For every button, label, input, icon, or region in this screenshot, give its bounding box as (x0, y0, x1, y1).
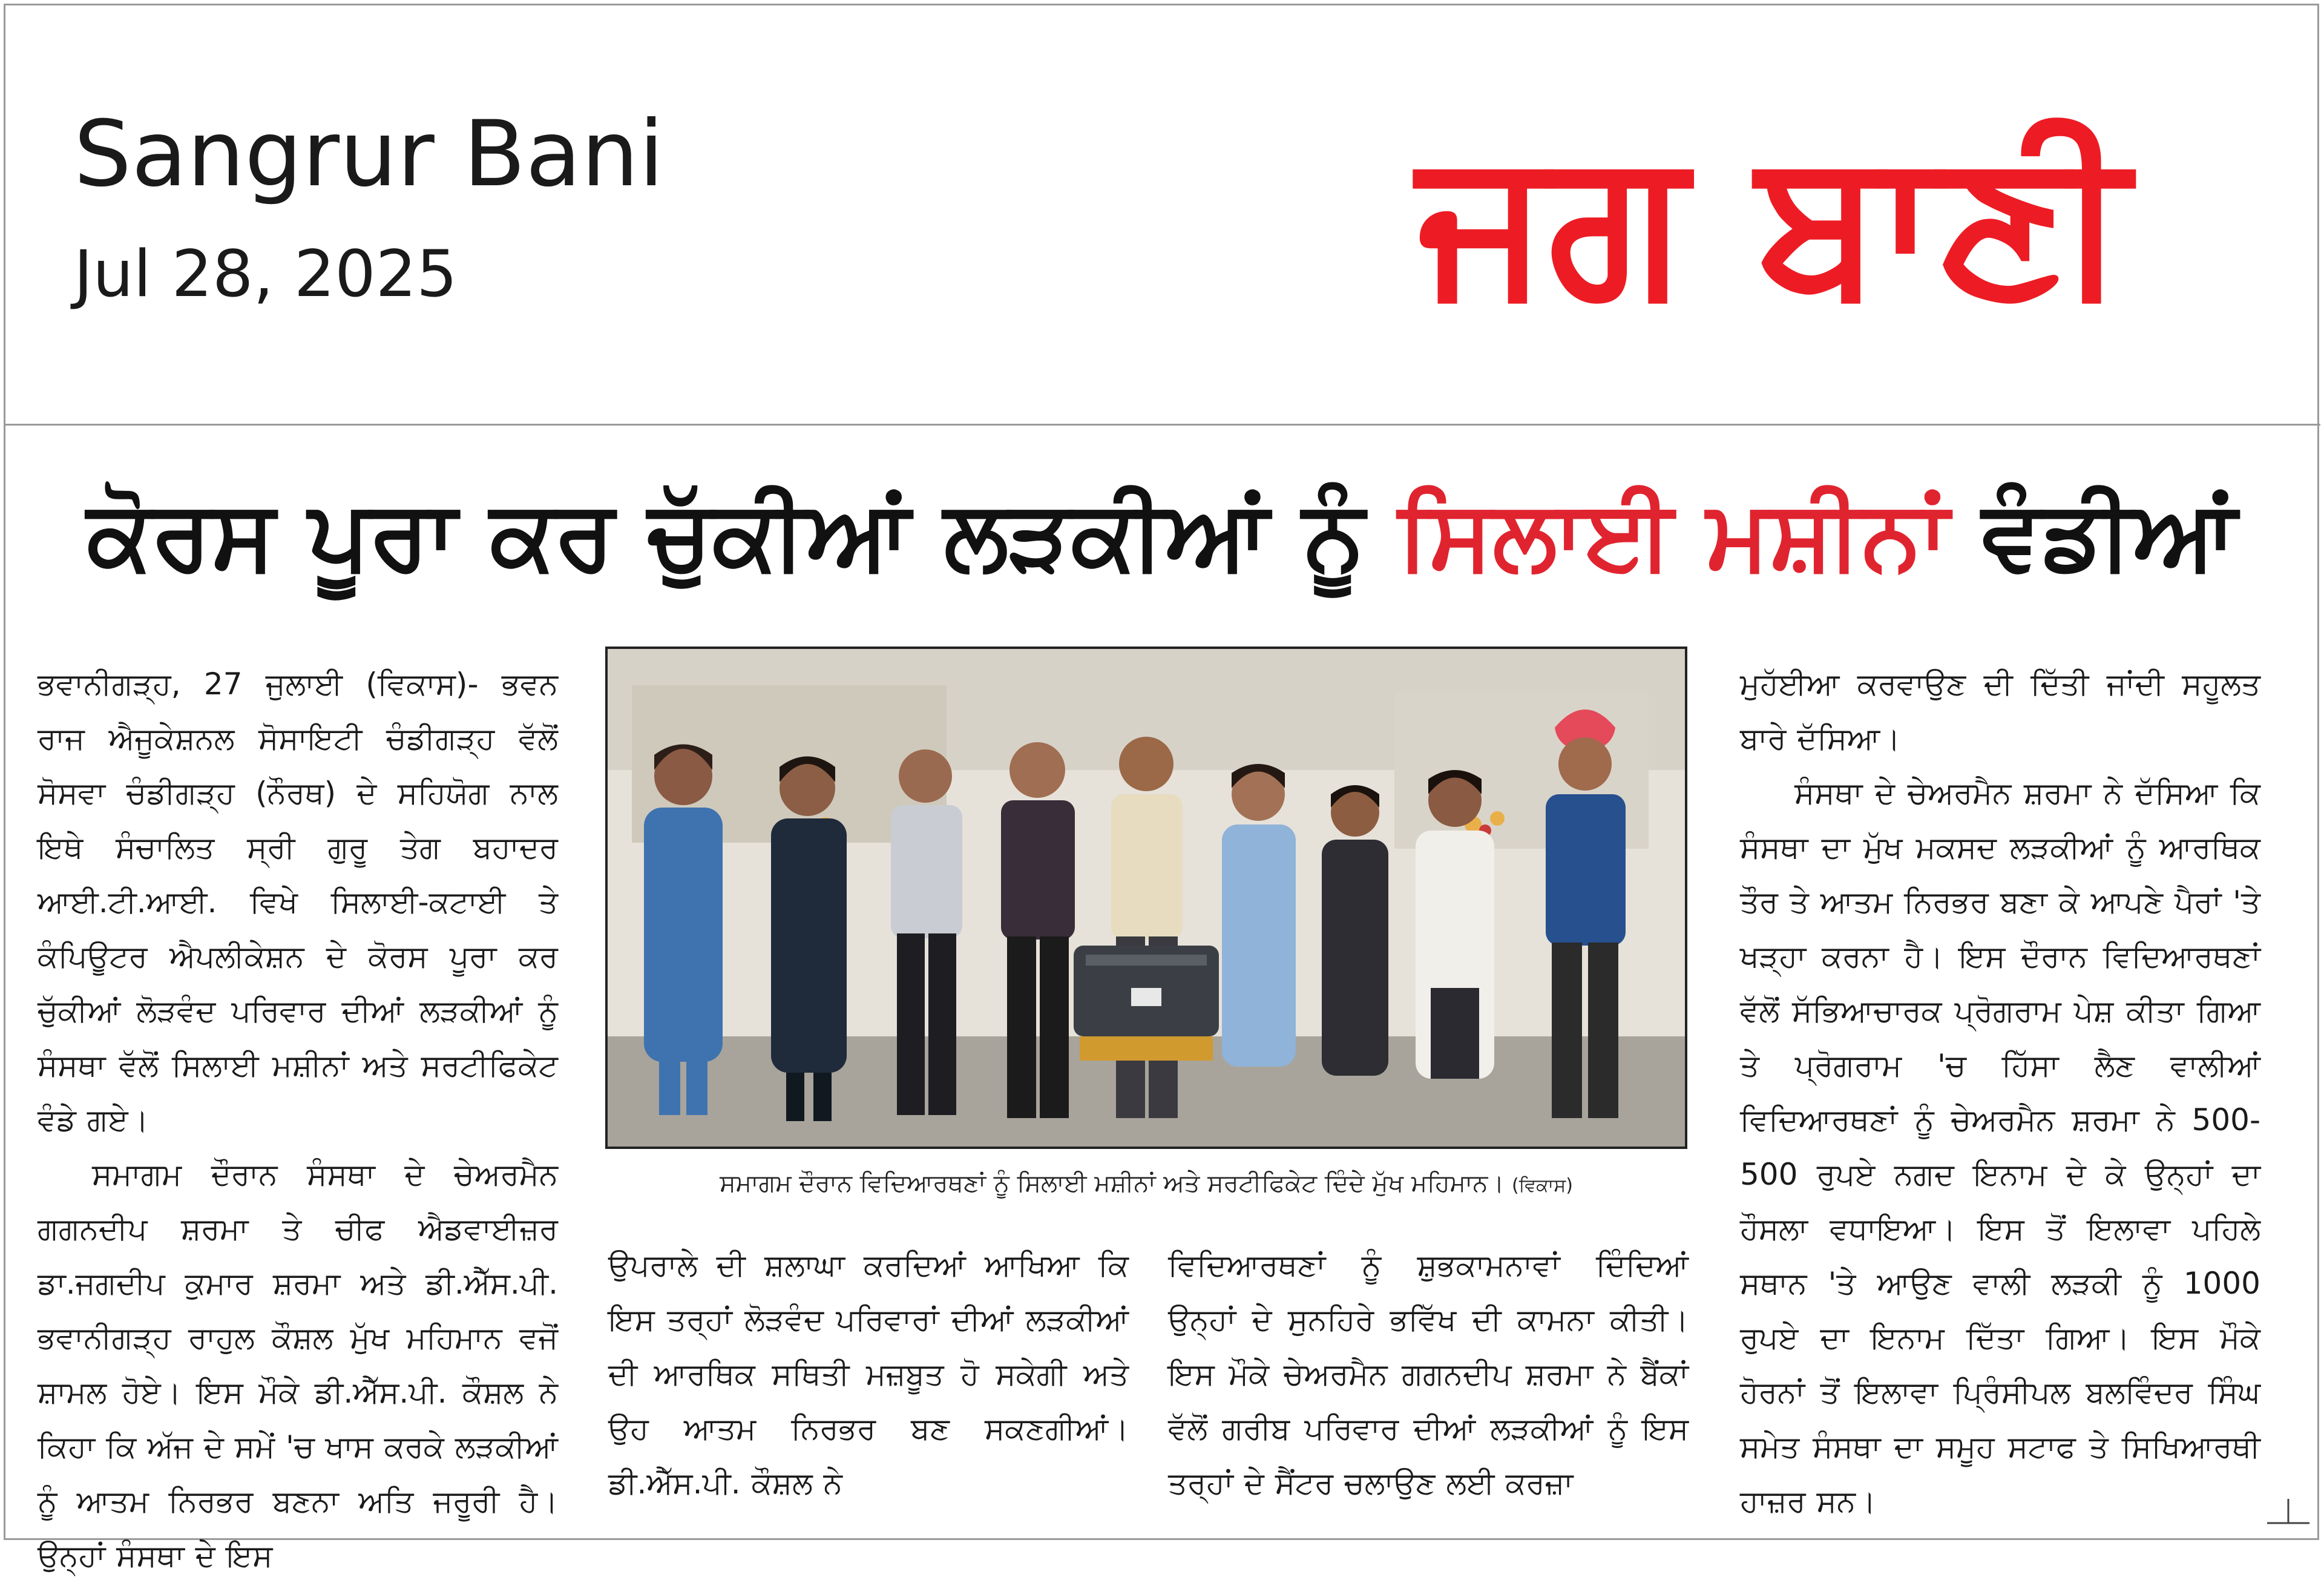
newspaper-masthead: ਜਗ ਬਾਣੀ (1417, 105, 2129, 338)
article-paragraph: ਮੁਹੱਈਆ ਕਰਵਾਉਣ ਦੀ ਦਿੱਤੀ ਜਾਂਦੀ ਸਹੂਲਤ ਬਾਰੇ ਦੱਸਿਆ। (1740, 666, 2260, 756)
article-paragraph: ਉਪਰਾਲੇ ਦੀ ਸ਼ਲਾਘਾ ਕਰਦਿਆਂ ਆਖਿਆ ਕਿ ਇਸ ਤਰ੍ਹਾਂ ਲੋੜਵੰਦ ਪਰਿਵਾਰਾਂ ਦੀਆਂ ਲੜਕੀਆਂ ਦੀ ਆਰਥਿਕ ਸਥਿਤੀ ਮਜ਼ਬੂਤ ਹੋ ਸਕੇਗੀ ਅਤੇ ਉਹ ਆਤਮ ਨਿਰਭਰ ਬਣ ਸਕਣਗੀਆਂ। ਡੀ.ਐੱਸ.ਪੀ. ਕੌਸ਼ਲ ਨੇ (608, 1248, 1129, 1501)
article-column-1 (38, 657, 558, 1573)
caption-text: ਸਮਾਗਮ ਦੌਰਾਨ ਵਿਦਿਆਰਥਣਾਂ ਨੂੰ ਸਿਲਾਈ ਮਸ਼ੀਨਾਂ ਅਤੇ ਸਰਟੀਫਿਕੇਟ ਦਿੰਦੇ ਮੁੱਖ ਮਹਿਮਾਨ। (720, 1170, 1505, 1197)
article-paragraph: ਵਿਦਿਆਰਥਣਾਂ ਨੂੰ ਸ਼ੁਭਕਾਮਨਾਵਾਂ ਦਿੰਦਿਆਂ ਉਨ੍ਹਾਂ ਦੇ ਸੁਨਹਿਰੇ ਭਵਿੱਖ ਦੀ ਕਾਮਨਾ ਕੀਤੀ। ਇਸ ਮੌਕੇ ਚੇਅਰਮੈਨ ਗਗਨਦੀਪ ਸ਼ਰਮਾ ਨੇ ਬੈਂਕਾਂ ਵੱਲੋਂ ਗਰੀਬ ਪਰਿਵਾਰ ਦੀਆਂ ਲੜਕੀਆਂ ਨੂੰ ਇਸ ਤਰ੍ਹਾਂ ਦੇ ਸੈਂਟਰ ਚਲਾਉਣ ਲਈ ਕਰਜ਼ਾ (1168, 1248, 1689, 1501)
article-column-2 (608, 1238, 1129, 1504)
photo-credit: (ਵਿਕਾਸ) (1512, 1175, 1573, 1196)
news-photo (605, 647, 1687, 1149)
article-paragraph: ਭਵਾਨੀਗੜ੍ਹ, 27 ਜੁਲਾਈ (ਵਿਕਾਸ)- ਭਵਨ ਰਾਜ ਐਜੂਕੇਸ਼ਨਲ ਸੋਸਾਇਟੀ ਚੰਡੀਗੜ੍ਹ ਵੱਲੋਂ ਸੋਸਵਾ ਚੰਡੀਗੜ੍ਹ (ਨੌਰਥ) ਦੇ ਸਹਿਯੋਗ ਨਾਲ ਇਥੇ ਸੰਚਾਲਿਤ ਸ੍ਰੀ ਗੁਰੂ ਤੇਗ ਬਹਾਦਰ ਆਈ.ਟੀ.ਆਈ. ਵਿਖੇ ਸਿਲਾਈ-ਕਟਾਈ ਤੇ ਕੰਪਿਊਟਰ ਐਪਲੀਕੇਸ਼ਨ ਦੇ ਕੋਰਸ ਪੂਰਾ ਕਰ ਚੁੱਕੀਆਂ ਲੋੜਵੰਦ ਪਰਿਵਾਰ ਦੀਆਂ ਲੜਕੀਆਂ ਨੂੰ ਸੰਸਥਾ ਵੱਲੋਂ ਸਿਲਾਈ ਮਸ਼ੀਨਾਂ ਅਤੇ ਸਰਟੀਫਿਕੇਟ ਵੰਡੇ ਗਏ। (38, 666, 558, 1137)
publication-date: Jul 28, 2025 (74, 237, 458, 311)
headline-part-3: ਵੰਡੀਆਂ (1981, 479, 2237, 591)
article-column-3 (1168, 1238, 1689, 1504)
article-paragraph: ਸਮਾਗਮ ਦੌਰਾਨ ਸੰਸਥਾ ਦੇ ਚੇਅਰਮੈਨ ਗਗਨਦੀਪ ਸ਼ਰਮਾ ਤੇ ਚੀਫ ਐਡਵਾਈਜ਼ਰ ਡਾ.ਜਗਦੀਪ ਕੁਮਾਰ ਸ਼ਰਮਾ ਅਤੇ ਡੀ.ਐੱਸ.ਪੀ. ਭਵਾਨੀਗੜ੍ਹ ਰਾਹੁਲ ਕੌਸ਼ਲ ਮੁੱਖ ਮਹਿਮਾਨ ਵਜੋਂ ਸ਼ਾਮਲ ਹੋਏ। ਇਸ ਮੌਕੇ ਡੀ.ਐੱਸ.ਪੀ. ਕੌਸ਼ਲ ਨੇ ਕਿਹਾ ਕਿ ਅੱਜ ਦੇ ਸਮੇਂ 'ਚ ਖਾਸ ਕਰਕੇ ਲੜਕੀਆਂ ਨੂੰ ਆਤਮ ਨਿਰਭਰ ਬਣਨਾ ਅਤਿ ਜਰੂਰੀ ਹੈ। ਉਨ੍ਹਾਂ ਸੰਸਥਾ ਦੇ ਇਸ (38, 1157, 558, 1573)
headline-part-1: ਕੋਰਸ ਪੂਰਾ ਕਰ ਚੁੱਕੀਆਂ ਲੜਕੀਆਂ ਨੂੰ (87, 479, 1365, 591)
headline-highlight: ਸਿਲਾਈ ਮਸ਼ੀਨਾਂ (1397, 479, 1949, 591)
edition-name: Sangrur Bani (74, 102, 665, 207)
article-column-4 (1740, 657, 2260, 1519)
crop-mark-icon (2267, 1499, 2309, 1529)
group-photo-illustration (608, 649, 1685, 1147)
article-paragraph: ਸੰਸਥਾ ਦੇ ਚੇਅਰਮੈਨ ਸ਼ਰਮਾ ਨੇ ਦੱਸਿਆ ਕਿ ਸੰਸਥਾ ਦਾ ਮੁੱਖ ਮਕਸਦ ਲੜਕੀਆਂ ਨੂੰ ਆਰਥਿਕ ਤੌਰ ਤੇ ਆਤਮ ਨਿਰਭਰ ਬਣਾ ਕੇ ਆਪਣੇ ਪੈਰਾਂ 'ਤੇ ਖੜ੍ਹਾ ਕਰਨਾ ਹੈ। ਇਸ ਦੌਰਾਨ ਵਿਦਿਆਰਥਣਾਂ ਵੱਲੋਂ ਸੱਭਿਆਚਾਰਕ ਪ੍ਰੋਗਰਾਮ ਪੇਸ਼ ਕੀਤਾ ਗਿਆ ਤੇ ਪ੍ਰੋਗਰਾਮ 'ਚ ਹਿੱਸਾ ਲੈਣ ਵਾਲੀਆਂ ਵਿਦਿਆਰਥਣਾਂ ਨੂੰ ਚੇਅਰਮੈਨ ਸ਼ਰਮਾ ਨੇ 500-500 ਰੁਪਏ ਨਗਦ ਇਨਾਮ ਦੇ ਕੇ ਉਨ੍ਹਾਂ ਦਾ ਹੌਸਲਾ ਵਧਾਇਆ। ਇਸ ਤੋਂ ਇਲਾਵਾ ਪਹਿਲੇ ਸਥਾਨ 'ਤੇ ਆਉਣ ਵਾਲੀ ਲੜਕੀ ਨੂੰ 1000 ਰੁਪਏ ਦਾ ਇਨਾਮ ਦਿੱਤਾ ਗਿਆ। ਇਸ ਮੌਕੇ ਹੋਰਨਾਂ ਤੋਂ ਇਲਾਵਾ ਪ੍ਰਿੰਸੀਪਲ ਬਲਵਿੰਦਰ ਸਿੰਘ ਸਮੇਤ ਸੰਸਥਾ ਦਾ ਸਮੂਹ ਸਟਾਫ ਤੇ ਸਿਖਿਆਰਥੀ ਹਾਜ਼ਰ ਸਨ। (1740, 775, 2260, 1519)
article-headline (36, 478, 2288, 593)
photo-caption (605, 1170, 1687, 1197)
header-divider (4, 424, 2320, 426)
